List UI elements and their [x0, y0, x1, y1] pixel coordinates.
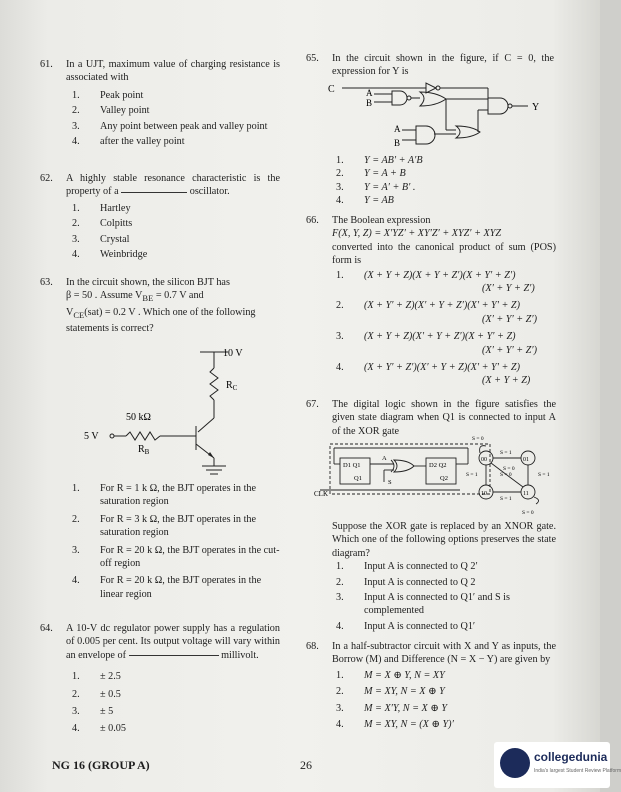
option-text: after the valley point: [100, 136, 185, 148]
collegedunia-logo: [494, 742, 621, 788]
option-text: ± 0.5: [100, 688, 121, 700]
option-number: 4.: [72, 249, 80, 261]
question-68: [306, 640, 556, 731]
option-number: 1.: [336, 269, 344, 281]
question-number: 61.: [40, 59, 53, 70]
question-number: 67.: [306, 399, 319, 410]
question-67: [306, 398, 556, 438]
question-text: In the circuit shown in the figure, if C = 0, the expression for Y is: [332, 53, 554, 78]
option-text: For R = 20 k Ω, the BJT operates in the cut-off region: [100, 544, 280, 570]
xor-input-a: A: [382, 455, 387, 462]
option-number: 3.: [336, 592, 344, 604]
option-text: Input A is connected to Q1′: [364, 620, 476, 632]
option-text: Input A is connected to Q 2′: [364, 561, 478, 573]
state-11: 11: [523, 491, 529, 497]
input-b-label-2: B: [394, 138, 401, 148]
option-number: 1.: [72, 671, 80, 683]
option-number: 3.: [336, 702, 344, 714]
question-65: [306, 52, 554, 79]
option-text: (X + Y′ + Z′)(X′ + Y + Z)(X′ + Y′ + Z) (X + Y + Z): [364, 362, 531, 387]
state-00: 00: [481, 457, 487, 463]
option-text: Y = A′ + B′ .: [364, 181, 416, 193]
option-number: 1.: [72, 483, 80, 494]
question-number: 62.: [40, 173, 53, 184]
vcc-label: 10 V: [223, 348, 243, 359]
option-number: 3.: [336, 331, 344, 343]
question-text: In a half-subtractor circuit with X and Y as inputs, the Borrow (M) and Difference (N = X − Y) are given by: [332, 641, 556, 666]
question-67-part2: [332, 520, 556, 633]
state-transition-label: S = 0: [500, 472, 512, 478]
logo-name: collegedunia: [534, 750, 608, 764]
logo-tagline: India's largest Student Review Platform: [534, 768, 621, 774]
question-text: In a UJT, maximum value of charging resistance is associated with: [66, 59, 280, 84]
page-number: 26: [300, 758, 312, 772]
question-number: 64.: [40, 623, 53, 634]
input-a-label: A: [366, 88, 373, 98]
flipflop-2-label: D2 Q2: [429, 462, 447, 469]
option-number: 3.: [72, 120, 80, 132]
option-text: Y = A + B: [364, 168, 406, 180]
option-number: 4.: [72, 136, 80, 148]
option-number: 3.: [72, 233, 80, 245]
question-number: 65.: [306, 53, 319, 64]
option-text: Valley point: [100, 105, 150, 117]
option-number: 4.: [336, 719, 344, 731]
state-01: 01: [523, 457, 529, 463]
question-text: A 10-V dc regulator power supply has a regulation of 0.005 per cent. Its output voltage will vary within an envelope of millivolt.: [66, 623, 280, 661]
option-text: Colpitts: [100, 218, 133, 230]
option-text: Input A is connected to Q1′ and S is complemented: [364, 592, 510, 617]
option-number: 1.: [72, 89, 80, 101]
option-text: For R = 3 k Ω, the BJT operates in the saturation region: [100, 513, 257, 539]
logo-icon: [500, 748, 530, 778]
option-text: Any point between peak and valley point: [100, 120, 268, 132]
option-number: 1.: [336, 669, 344, 681]
state-transition-label: S = 0: [522, 510, 534, 516]
option-number: 4.: [336, 362, 344, 374]
input-b-label: B: [366, 98, 373, 108]
option-number: 4.: [72, 575, 80, 587]
question-text: Suppose the XOR gate is replaced by an XNOR gate. Which one of the following options preserves the state diagram?: [332, 521, 556, 559]
option-number: 1.: [336, 561, 344, 573]
question-text: In the circuit shown, the silicon BJT has β = 50 . Assume $V_{BE} = 0.7$ V and $V_{CE}(sat) = 0.2$ V . Which one of the following statements is correct?: [66, 277, 256, 335]
answer-blank: [121, 191, 187, 193]
state-transition-label: S = 1: [500, 450, 512, 456]
option-text: Crystal: [100, 233, 130, 245]
option-number: 2.: [72, 105, 80, 117]
option-number: 4.: [336, 620, 344, 632]
option-number: 4.: [72, 723, 80, 735]
option-text: M = XY, N = X ⊕ Y: [364, 686, 445, 698]
bjt-circuit-diagram: [80, 340, 250, 480]
question-61: [40, 58, 280, 148]
option-number: 3.: [336, 181, 344, 193]
option-text: ± 0.05: [100, 723, 126, 735]
option-text: (X + Y + Z)(X′ + Y + Z′)(X + Y′ + Z) (X′ + Y′ + Z′): [364, 331, 537, 356]
question-number: 68.: [306, 641, 319, 652]
rc-label: $R_C$: [226, 380, 238, 392]
question-text: The Boolean expression F(X, Y, Z) = X′YZ′ + XY′Z′ + XYZ′ + XYZ converted into the canonical product of sum (POS) form is: [332, 215, 556, 267]
flipflop-2-qbar: Q2: [440, 475, 448, 482]
option-number: 3.: [72, 706, 80, 718]
question-65-options: [306, 154, 554, 208]
option-text: Hartley: [100, 202, 131, 214]
option-text: (X + Y + Z)(X + Y + Z′)(X + Y′ + Z′) (X′ + Y + Z′): [364, 269, 535, 295]
option-number: 2.: [336, 686, 344, 698]
question-63: [40, 276, 280, 336]
footer-group-label: NG 16 (GROUP A): [52, 758, 150, 772]
question-number: 66.: [306, 215, 319, 226]
state-transition-label: S = 1: [538, 472, 550, 478]
option-text: M = XY, N = (X ⊕ Y)′: [364, 719, 454, 731]
question-text: A highly stable resonance characteristic is the property of a oscillator.: [66, 173, 280, 198]
question-66: [306, 214, 556, 388]
state-machine-diagram: [310, 434, 556, 516]
option-number: 2.: [336, 576, 344, 588]
option-number: 2.: [72, 218, 80, 230]
option-number: 2.: [336, 168, 344, 180]
xor-input-s: S: [388, 479, 392, 486]
question-63-options: [40, 482, 280, 601]
option-number: 4.: [336, 195, 344, 207]
clk-label: CLK: [314, 490, 328, 498]
option-text: M = X′Y, N = X ⊕ Y: [364, 702, 448, 714]
output-y-label: Y: [532, 102, 540, 113]
flipflop-1-qbar: Q1: [354, 475, 362, 482]
rb-label: $R_B$: [138, 444, 150, 456]
option-text: For R = 1 k Ω, the BJT operates in the saturation region: [100, 483, 257, 508]
answer-blank: [129, 654, 219, 656]
logic-gate-circuit: [328, 80, 558, 160]
option-text: (X + Y′ + Z)(X′ + Y + Z′)(X′ + Y′ + Z) (X′ + Y′ + Z′): [364, 300, 537, 325]
option-number: 3.: [72, 544, 80, 556]
state-transition-label: S = 1: [466, 472, 478, 478]
question-number: 63.: [40, 277, 53, 288]
option-text: Input A is connected to Q 2: [364, 576, 476, 588]
vin-label: 5 V: [84, 431, 99, 442]
option-number: 1.: [336, 155, 344, 166]
question-64: [40, 622, 280, 736]
option-text: Y = AB′ + A′B: [364, 155, 423, 166]
option-number: 2.: [72, 513, 80, 525]
option-number: 1.: [72, 202, 80, 214]
input-a-label-2: A: [394, 124, 401, 134]
option-text: Peak point: [100, 89, 144, 101]
question-text: The digital logic shown in the figure satisfies the given state diagram when Q1 is connected to input A of the XOR gate: [332, 399, 556, 437]
state-transition-label: S = 1: [500, 496, 512, 502]
option-text: ± 2.5: [100, 671, 121, 683]
option-number: 2.: [72, 688, 80, 700]
option-text: Weinbridge: [100, 249, 148, 261]
state-transition-label: S = 0: [472, 436, 484, 442]
option-text: M = X ⊕ Y, N = XY: [364, 669, 445, 681]
input-c-label: C: [328, 84, 335, 95]
state-transition-label: S = 0: [503, 466, 515, 472]
rb-value-label: 50 kΩ: [126, 412, 151, 423]
option-text: Y = AB: [364, 195, 394, 207]
option-text: For R = 20 k Ω, the BJT operates in the linear region: [100, 575, 262, 600]
question-62: [40, 172, 280, 261]
flipflop-1-label: D1 Q1: [343, 462, 361, 469]
option-text: ± 5: [100, 706, 114, 718]
option-number: 2.: [336, 300, 344, 312]
state-10: 10: [481, 491, 487, 497]
